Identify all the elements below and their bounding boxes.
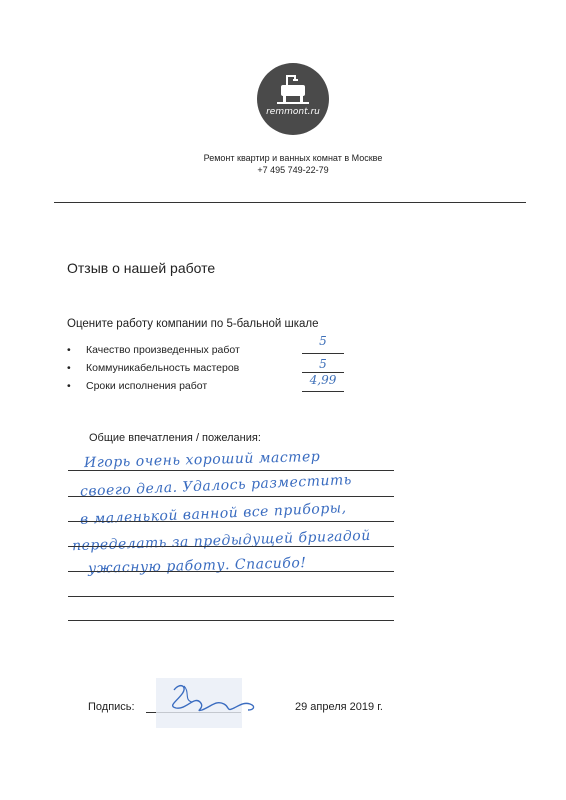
company-info	[150, 152, 436, 176]
company-logo	[257, 63, 329, 135]
handwritten-line: Игорь очень хороший мастер	[83, 448, 321, 472]
signature-date: 29 апреля 2019 г.	[295, 701, 383, 713]
writing-line	[68, 470, 394, 471]
criterion-row-communication	[67, 360, 239, 376]
writing-line	[68, 571, 394, 572]
signature-label: Подпись:	[88, 701, 135, 713]
handwritten-line: своего дела. Удалось разместить	[79, 472, 353, 500]
writing-line	[68, 546, 394, 547]
criterion-row-deadlines	[67, 378, 207, 394]
bullet-icon: •	[67, 344, 71, 356]
bullet-icon: •	[67, 380, 71, 392]
handwritten-line: переделать за предыдущей бригадой	[71, 527, 372, 555]
criterion-label: Коммуникабельность мастеров	[86, 362, 240, 374]
writing-line	[68, 496, 394, 497]
impressions-label: Общие впечатления / пожелания:	[89, 432, 261, 444]
criterion-row-quality	[67, 342, 240, 358]
writing-line	[68, 596, 394, 597]
company-tagline: Ремонт квартир и ванных комнат в Москве	[203, 153, 383, 163]
company-phone: +7 495 749-22-79	[257, 165, 329, 175]
form-title: Отзыв о нашей работе	[67, 260, 216, 276]
bullet-icon: •	[67, 362, 71, 374]
handwritten-line: в маленькой ванной все приборы,	[79, 500, 347, 528]
header-divider	[54, 202, 526, 203]
criterion-value-quality: 5	[319, 334, 327, 348]
criterion-value-communication: 5	[319, 357, 327, 371]
rating-heading: Оцените работу компании по 5-бальной шкале	[67, 318, 319, 330]
criterion-label: Сроки исполнения работ	[86, 380, 208, 392]
handwritten-line: ужасную работу. Спасибо!	[87, 555, 307, 577]
logo-text: remmont.ru	[266, 107, 320, 117]
writing-line	[68, 620, 394, 621]
writing-line	[68, 521, 394, 522]
criterion-underline	[302, 353, 344, 354]
criterion-underline	[302, 391, 344, 392]
criterion-label: Качество произведенных работ	[86, 344, 240, 356]
signature-image	[154, 672, 264, 730]
bathtub-icon	[257, 63, 329, 135]
criterion-value-deadlines: 4,99	[309, 373, 337, 387]
